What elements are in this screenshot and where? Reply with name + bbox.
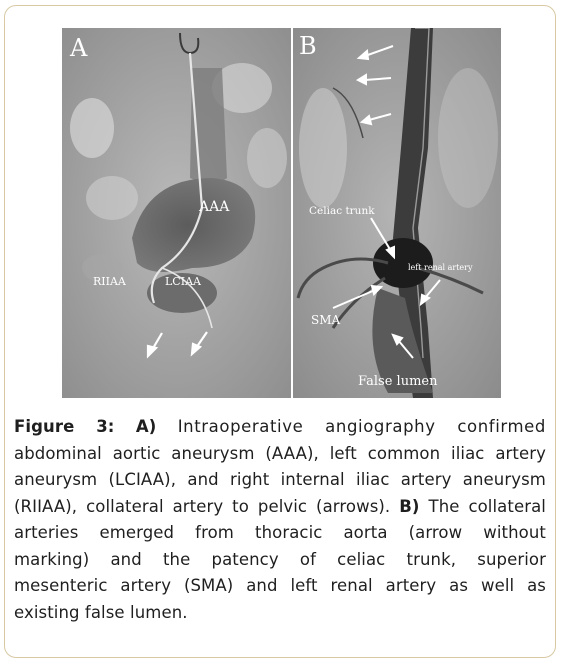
caption-line: mesenteric artery (SMA) and left renal artery as well as — [14, 576, 546, 595]
panel-b-ref: B) — [399, 496, 420, 516]
panel-b-letter: B — [299, 32, 317, 60]
label-aaa: AAA — [199, 199, 230, 215]
angiography-panel-a — [62, 28, 291, 398]
label-left-renal-artery: left renal artery — [408, 263, 473, 272]
panel-a-letter: A — [70, 34, 88, 62]
angiography-image-a — [62, 28, 291, 398]
caption-line: arteries emerged from thoracic aorta (arrow without — [14, 523, 546, 542]
caption-line: aneurysm (LCIAA), and right internal iliac artery aneurysm — [14, 470, 546, 489]
angiography-panel-b — [293, 28, 501, 398]
caption-line: abdominal aortic aneurysm (AAA), left common iliac artery — [14, 443, 546, 463]
caption-line — [14, 414, 546, 441]
caption-text: The collateral — [428, 496, 546, 516]
label-sma: SMA — [311, 313, 341, 327]
label-false-lumen: False lumen — [358, 374, 438, 389]
caption-line: existing false lumen. — [14, 602, 188, 622]
caption-line: marking) and the patency of celiac trunk, superior — [14, 549, 546, 569]
caption-text: Intraoperative angiography confirmed — [177, 417, 546, 436]
label-lciaa: LCIAA — [165, 275, 201, 288]
label-riiaa: RIIAA — [93, 275, 126, 288]
caption-line — [14, 494, 546, 521]
figure-caption — [14, 414, 546, 626]
figure-label: Figure 3: — [14, 417, 115, 436]
label-celiac-trunk: Celiac trunk — [309, 205, 375, 217]
angiography-image-b — [293, 28, 501, 398]
caption-text: (RIIAA), collateral artery to pelvic (arrows). — [14, 496, 391, 516]
panel-a-ref: A) — [135, 417, 157, 436]
